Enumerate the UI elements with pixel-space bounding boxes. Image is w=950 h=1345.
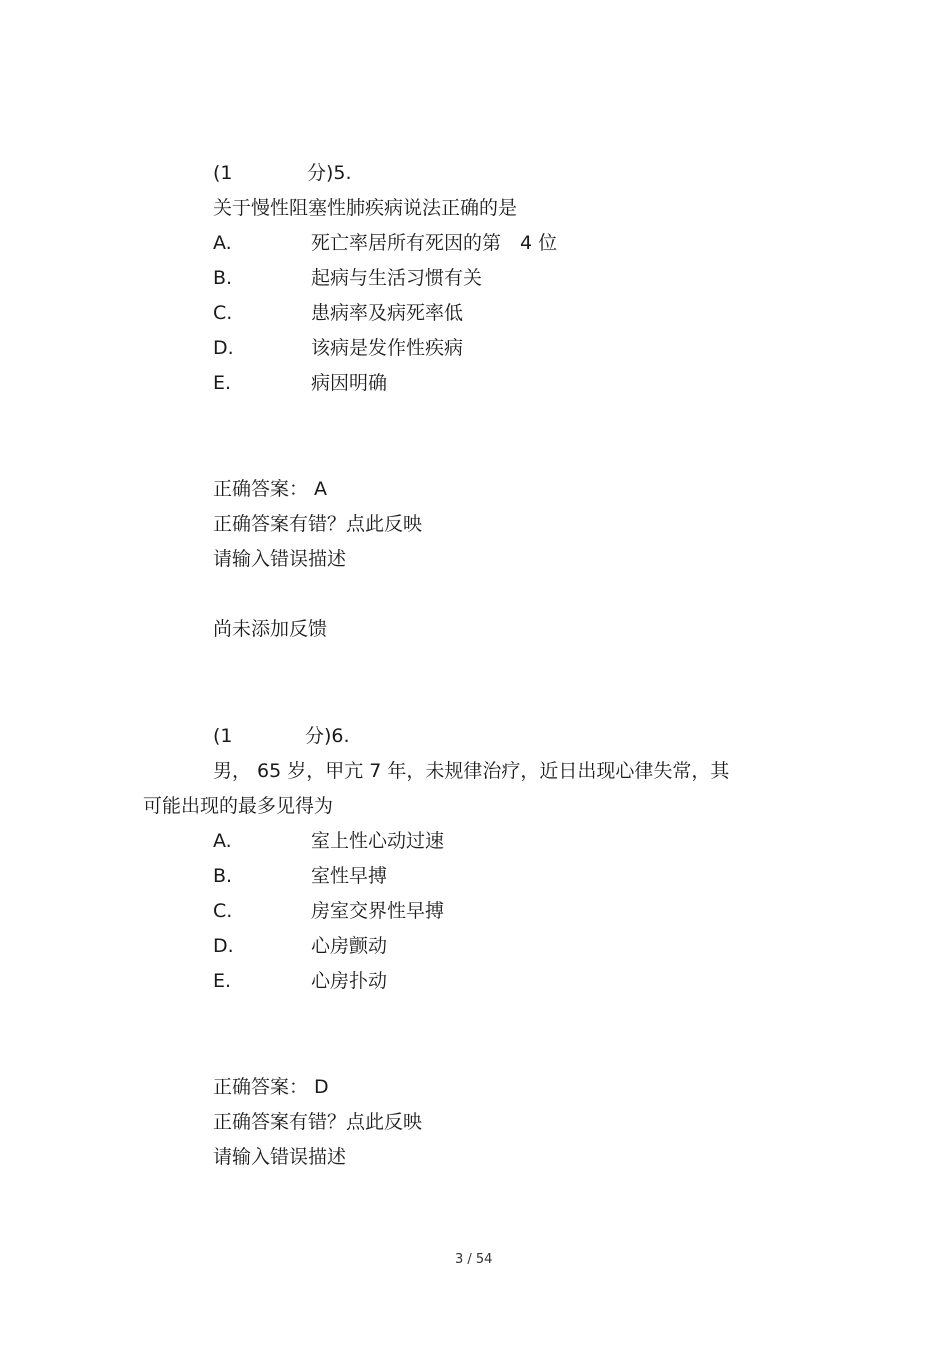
feedback-status: 尚未添加反馈 [213,618,328,640]
correct-answer: 正确答案： A [213,478,328,500]
option-text-c: 患病率及病死率低 [311,302,464,324]
option-letter-e: E. [213,372,232,394]
question-score-open: (1 [213,725,233,747]
option-letter-e: E. [213,970,232,992]
option-letter-d: D. [213,337,234,359]
option-text-a: 室上性心动过速 [311,830,445,852]
option-letter-a: A. [213,830,232,852]
error-description-input[interactable]: 请输入错误描述 [213,1146,347,1168]
option-letter-b: B. [213,267,233,289]
option-letter-c: C. [213,302,233,324]
option-text-e: 心房扑动 [311,970,388,992]
error-description-input[interactable]: 请输入错误描述 [213,548,347,570]
option-letter-d: D. [213,935,234,957]
option-letter-b: B. [213,865,233,887]
report-error-link[interactable]: 正确答案有错？点此反映 [213,1111,423,1133]
question-number: 分)5. [307,162,352,184]
question-stem: 关于慢性阻塞性肺疾病说法正确的是 [213,197,518,219]
option-letter-c: C. [213,900,233,922]
option-text-c: 房室交界性早搏 [311,900,445,922]
option-text-b: 室性早搏 [311,865,388,887]
question-number: 分)6. [305,725,350,747]
option-text-b: 起病与生活习惯有关 [311,267,483,289]
option-letter-a: A. [213,232,232,254]
option-text-d: 该病是发作性疾病 [311,337,464,359]
report-error-link[interactable]: 正确答案有错？点此反映 [213,513,423,535]
option-text-d: 心房颤动 [311,935,388,957]
page-number: 3 / 54 [455,1252,493,1267]
correct-answer: 正确答案： D [213,1076,329,1098]
question-score-open: (1 [213,162,233,184]
option-text-e: 病因明确 [311,372,388,394]
question-stem: 男， 65 岁，甲亢 7 年，未规律治疗，近日出现心律失常，其 [213,760,730,782]
option-text-a: 死亡率居所有死因的第 4 位 [311,232,558,254]
question-stem-continued: 可能出现的最多见得为 [143,795,334,817]
